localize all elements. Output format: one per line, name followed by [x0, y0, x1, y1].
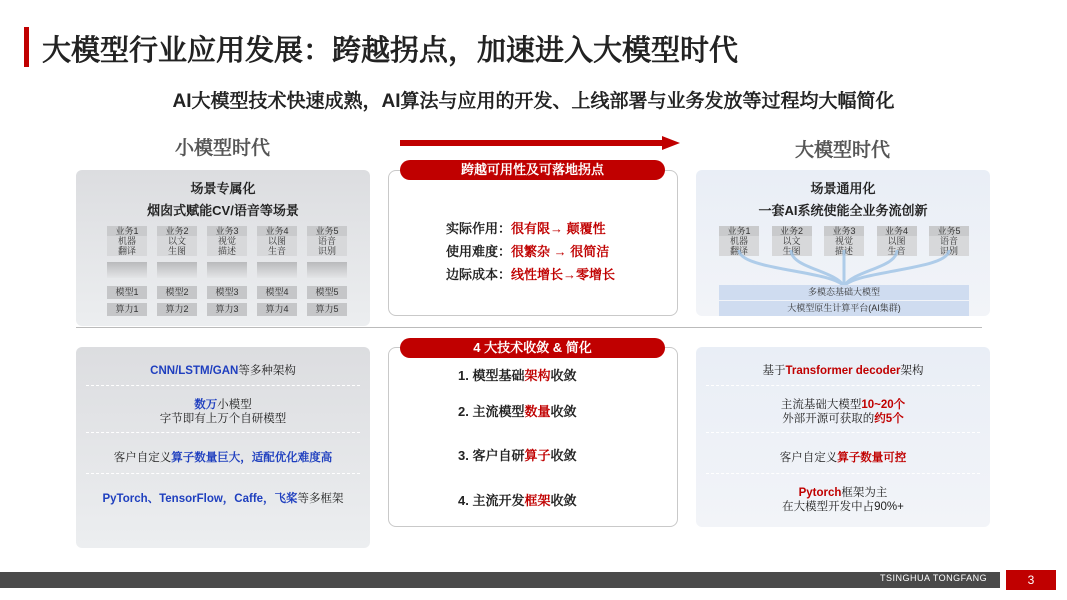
right-top-subtitle: 一套AI系统使能全业务流创新: [758, 203, 928, 218]
business-name: 业务4: [877, 226, 917, 236]
business-name: 业务1: [719, 226, 759, 236]
architecture-row: CNN/LSTM/GAN等多种架构: [150, 365, 296, 377]
operator-row: 客户自定义算子数量巨大，适配优化难度高: [113, 452, 333, 464]
business-name: 业务5: [307, 226, 347, 236]
left-top-subtitle: 烟囱式赋能CV/语音等场景: [147, 203, 299, 218]
business-desc-line2: 生图: [157, 246, 197, 256]
convergence-pill: 4 大技术收敛 & 简化: [400, 338, 665, 358]
convergence-item: 3. 客户自研算子收敛: [458, 448, 577, 463]
business-name: 业务1: [107, 226, 147, 236]
model-chip: 模型5: [307, 286, 347, 299]
business-card: [107, 226, 147, 278]
business-desc-line1: 机器: [107, 236, 147, 246]
base-model-count-row: 主流基础大模型10~20个: [780, 399, 906, 411]
model-count-row: 数万小模型: [194, 399, 252, 411]
open-source-count-row: 外部开源可获取的约5个: [782, 413, 904, 425]
compute-chip: 算力1: [107, 303, 147, 316]
business-desc-line2: 翻译: [719, 246, 759, 256]
model-chip: 模型3: [207, 286, 247, 299]
footer-brand: TSINGHUA TONGFANG: [880, 573, 988, 583]
business-desc-line1: 视觉: [824, 236, 864, 246]
pytorch-share-row: 在大模型开发中占90%+: [782, 501, 904, 513]
business-card: [157, 226, 197, 278]
business-desc-line2: 生音: [877, 246, 917, 256]
business-name: 业务3: [207, 226, 247, 236]
business-desc-line2: 识别: [307, 246, 347, 256]
left-business-grid: [107, 226, 347, 286]
left-model-row: [107, 286, 347, 300]
business-card: [207, 226, 247, 278]
left-compute-row: [107, 303, 347, 317]
left-top-title: 场景专属化: [190, 181, 256, 196]
row-divider: [86, 432, 360, 433]
chimney-connector: [157, 262, 197, 278]
business-desc-line2: 生音: [257, 246, 297, 256]
section-divider: [76, 327, 982, 328]
chimney-connector: [207, 262, 247, 278]
cost-row: 边际成本：线性增长→零增长: [446, 267, 616, 282]
business-desc-line1: 以文: [157, 236, 197, 246]
business-desc-line2: 翻译: [107, 246, 147, 256]
business-desc-line1: 语音: [307, 236, 347, 246]
row-divider: [86, 385, 360, 386]
page-number: 3: [1006, 570, 1056, 590]
row-divider: [706, 432, 980, 433]
model-chip: 模型4: [257, 286, 297, 299]
model-chip: 模型1: [107, 286, 147, 299]
inflection-pill: 跨越可用性及可落地拐点: [400, 160, 665, 180]
business-desc-line1: 以文: [772, 236, 812, 246]
right-top-title: 场景通用化: [810, 181, 876, 196]
compute-chip: 算力2: [157, 303, 197, 316]
row-divider: [86, 473, 360, 474]
base-model-bar: 多模态基础大模型: [719, 285, 969, 300]
compute-chip: 算力5: [307, 303, 347, 316]
business-desc-line1: 语音: [929, 236, 969, 246]
business-card: [307, 226, 347, 278]
model-count-detail: 字节即有上万个自研模型: [159, 413, 287, 425]
right-era-label: 大模型时代: [794, 140, 890, 161]
row-divider: [706, 385, 980, 386]
compute-chip: 算力4: [257, 303, 297, 316]
business-desc-line1: 以图: [257, 236, 297, 246]
business-card: [257, 226, 297, 278]
transformer-row: 基于Transformer decoder架构: [762, 365, 924, 377]
business-name: 业务3: [824, 226, 864, 236]
transition-arrow: [400, 136, 680, 150]
framework-row: PyTorch、TensorFlow，Caffe，飞桨等多框架: [102, 493, 344, 505]
business-desc-line2: 描述: [207, 246, 247, 256]
left-era-label: 小模型时代: [174, 138, 270, 159]
business-name: 业务4: [257, 226, 297, 236]
business-desc-line2: 生图: [772, 246, 812, 256]
convergence-item: 2. 主流模型数量收敛: [458, 404, 577, 419]
operator-control-row: 客户自定义算子数量可控: [779, 452, 907, 464]
chimney-connector: [307, 262, 347, 278]
business-desc-line2: 识别: [929, 246, 969, 256]
business-name: 业务2: [157, 226, 197, 236]
business-desc-line1: 以图: [877, 236, 917, 246]
convergence-item: 1. 模型基础架构收敛: [458, 368, 577, 383]
compute-platform-bar: 大模型原生计算平台(AI集群): [719, 301, 969, 316]
difficulty-row: 使用难度：很繁杂 → 很简洁: [446, 244, 610, 259]
model-chip: 模型2: [157, 286, 197, 299]
effect-row: 实际作用：很有限→ 颠覆性: [446, 221, 606, 236]
chimney-connector: [107, 262, 147, 278]
page-subtitle: AI大模型技术快速成熟，AI算法与应用的开发、上线部署与业务发放等过程均大幅简化: [172, 91, 895, 112]
title-accent-bar: [24, 27, 29, 67]
convergence-flow-graphic: [719, 250, 969, 286]
footer-bar: [0, 572, 1000, 588]
row-divider: [706, 473, 980, 474]
business-name: 业务5: [929, 226, 969, 236]
compute-chip: 算力3: [207, 303, 247, 316]
business-desc-line2: 描述: [824, 246, 864, 256]
convergence-item: 4. 主流开发框架收敛: [458, 493, 577, 508]
business-desc-line1: 视觉: [207, 236, 247, 246]
pytorch-row: Pytorch框架为主: [798, 487, 888, 499]
page-title: 大模型行业应用发展：跨越拐点，加速进入大模型时代: [42, 35, 739, 67]
chimney-connector: [257, 262, 297, 278]
business-name: 业务2: [772, 226, 812, 236]
business-desc-line1: 机器: [719, 236, 759, 246]
